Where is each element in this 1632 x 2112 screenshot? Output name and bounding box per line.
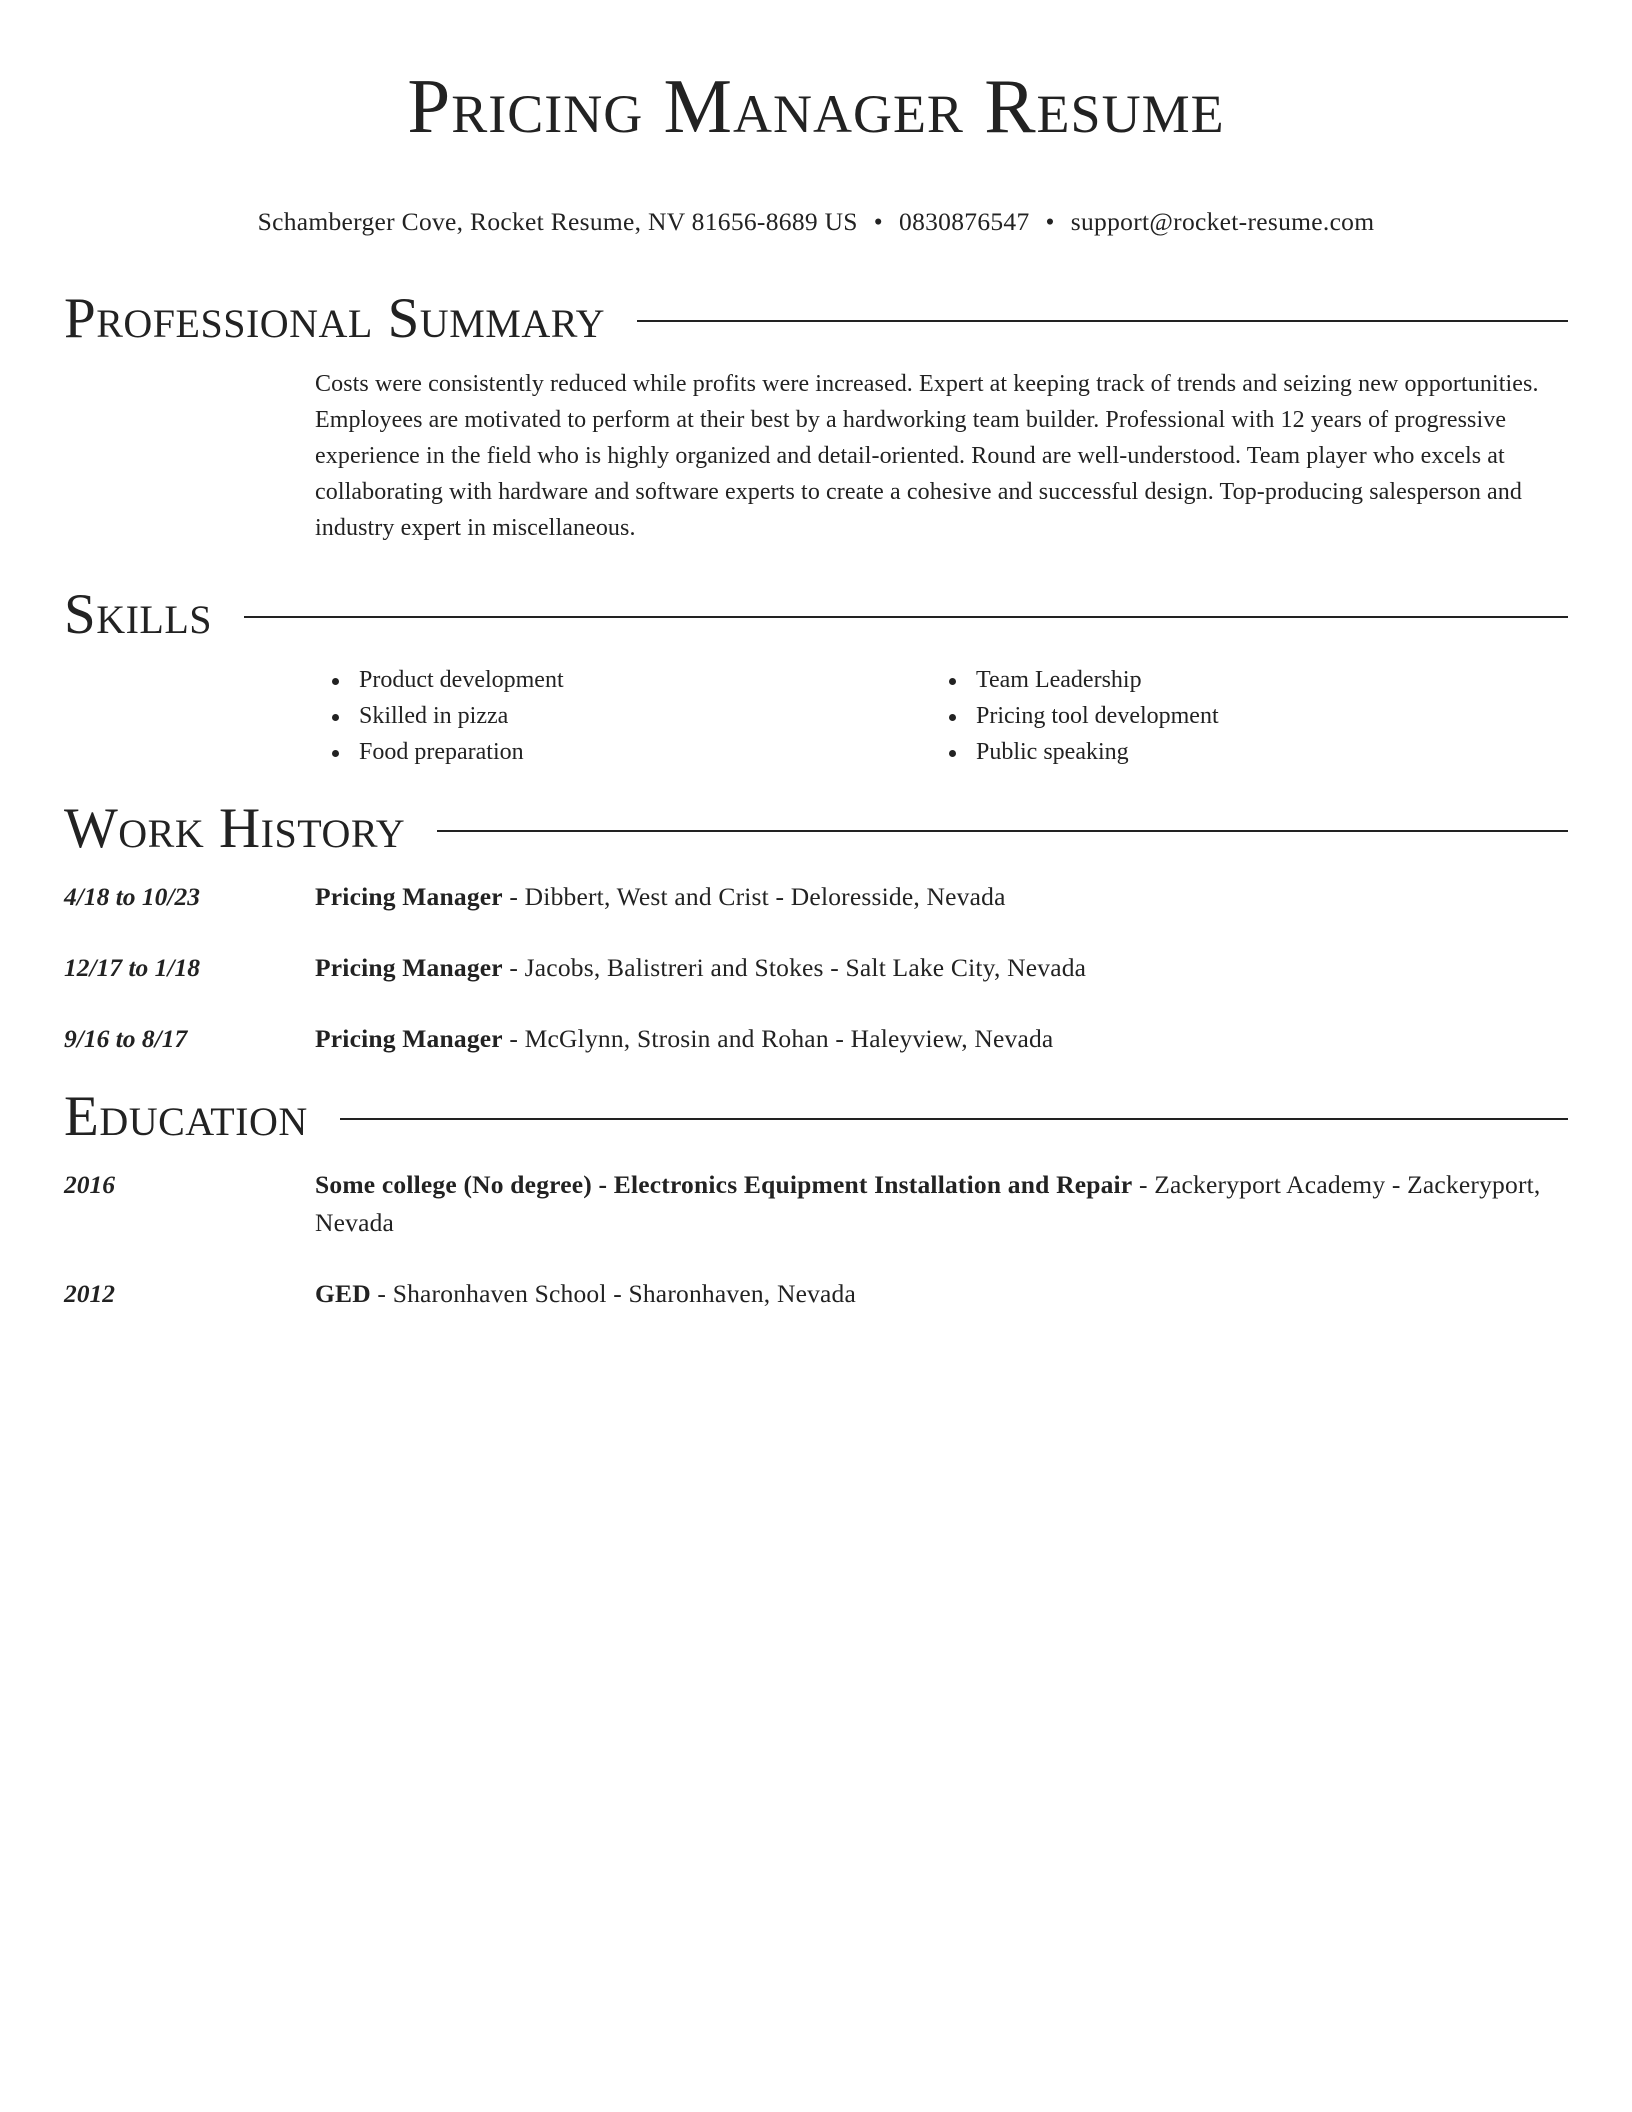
education-entry-year: 2012 xyxy=(64,1278,115,1308)
section-divider xyxy=(244,616,1568,618)
section-divider xyxy=(437,830,1568,832)
section-divider xyxy=(340,1118,1568,1120)
education-entry-description xyxy=(315,1275,1568,1313)
education-entry-year: 2016 xyxy=(64,1169,115,1199)
skill-item: Team Leadership xyxy=(932,662,1549,698)
work-entry-role: Pricing Manager xyxy=(315,1023,503,1053)
section-header-work-history xyxy=(64,794,1568,864)
section-title-skills: Skills xyxy=(64,582,213,646)
work-entry-description xyxy=(315,949,1568,987)
contact-separator: • xyxy=(1045,206,1055,236)
skill-item: Pricing tool development xyxy=(932,698,1549,734)
education-list xyxy=(64,1166,1568,1313)
work-entry-role: Pricing Manager xyxy=(315,952,503,982)
education-entry-degree: Some college (No degree) - Electronics Equipment Installation and Repair xyxy=(315,1169,1133,1199)
education-entry-school: - Sharonhaven School - Sharonhaven, Nevada xyxy=(370,1278,857,1308)
work-entry-description xyxy=(315,1020,1568,1058)
section-header-education xyxy=(64,1082,1568,1152)
page-title: Pricing Manager Resume xyxy=(407,63,1225,149)
work-history-list xyxy=(64,878,1568,1058)
section-divider xyxy=(637,320,1568,322)
section-header-skills xyxy=(64,580,1568,650)
skills-column-right xyxy=(932,662,1549,770)
work-entry-description xyxy=(315,878,1568,916)
section-title-education: Education xyxy=(64,1084,308,1148)
resume-page xyxy=(64,0,1568,1346)
contact-separator: • xyxy=(873,206,884,236)
work-entry-date: 9/16 to 8/17 xyxy=(64,1023,188,1053)
work-entry xyxy=(64,949,1568,987)
contact-line xyxy=(64,204,1568,240)
contact-email[interactable]: support@rocket-resume.com xyxy=(1070,206,1375,236)
summary-paragraph: Costs were consistently reduced while profits were increased. Expert at keeping track of trends and seizing new opportunities. Employees are motivated to perform at their best by a hardworking team builder. Professional with 12 years of progressive experience in the field who is highly organized and detail-oriented. Round are well-understood. Team player who excels at collaborating with hardware and software experts to create a cohesive and successful design. Top-producing salesperson and industry expert in miscellaneous. xyxy=(315,370,1539,541)
skill-item: Public speaking xyxy=(932,734,1549,770)
education-entry-description xyxy=(315,1166,1568,1242)
work-entry xyxy=(64,878,1568,916)
skill-item: Food preparation xyxy=(315,734,932,770)
work-entry-role: Pricing Manager xyxy=(315,881,503,911)
education-entry-degree: GED xyxy=(315,1278,371,1308)
section-title-summary: Professional Summary xyxy=(64,286,606,350)
work-entry-date: 4/18 to 10/23 xyxy=(64,881,201,911)
section-title-work-history: Work History xyxy=(64,796,406,860)
contact-address: Schamberger Cove, Rocket Resume, NV 81656-8689 US xyxy=(257,206,858,236)
work-entry-employer: - Jacobs, Balistreri and Stokes - Salt Lake City, Nevada xyxy=(502,952,1087,982)
skills-column-left xyxy=(315,662,932,770)
skill-item: Skilled in pizza xyxy=(315,698,932,734)
work-entry-employer: - Dibbert, West and Crist - Deloresside, Nevada xyxy=(502,881,1006,911)
skill-item: Product development xyxy=(315,662,932,698)
education-entry xyxy=(64,1166,1568,1242)
work-entry xyxy=(64,1020,1568,1058)
skills-list xyxy=(315,662,1568,770)
section-header-summary xyxy=(64,284,1568,354)
education-entry-school: - Zackeryport Academy - Zackeryport, Nevada xyxy=(315,1169,1541,1237)
education-entry xyxy=(64,1275,1568,1313)
work-entry-employer: - McGlynn, Strosin and Rohan - Haleyview, Nevada xyxy=(502,1023,1054,1053)
contact-phone: 0830876547 xyxy=(899,206,1030,236)
work-entry-date: 12/17 to 1/18 xyxy=(64,952,201,982)
